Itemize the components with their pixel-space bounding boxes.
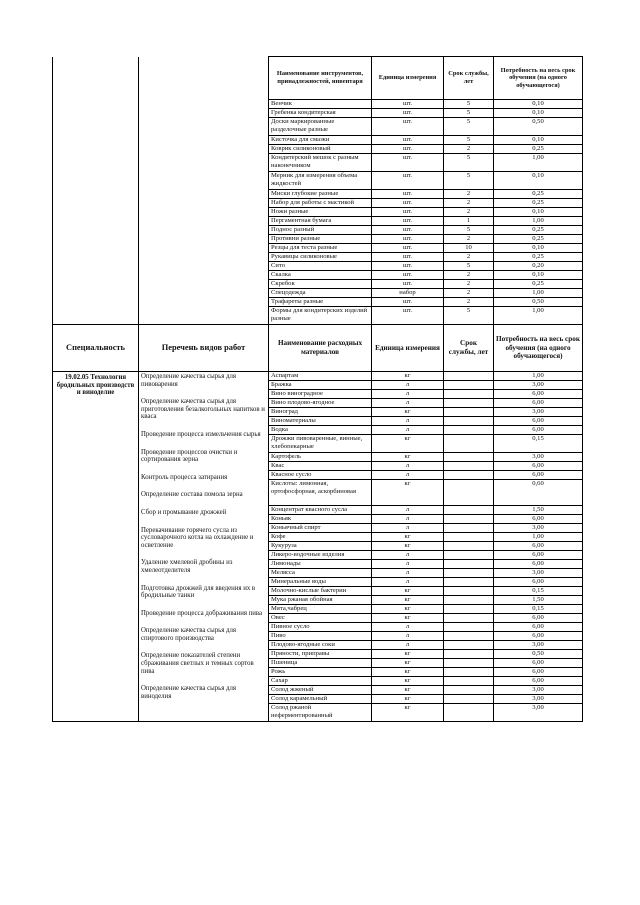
- material-need: 3,00: [494, 453, 583, 462]
- material-unit: кг: [372, 596, 444, 605]
- material-term: [444, 560, 494, 569]
- upper-header-row: [53, 57, 583, 100]
- material-term: [444, 390, 494, 399]
- material-term: [444, 462, 494, 471]
- item-need: 0,20: [494, 262, 583, 271]
- material-name: Минеральные воды: [269, 578, 372, 587]
- material-need: 0,15: [494, 587, 583, 596]
- material-name: Овес: [269, 614, 372, 623]
- work-item: Сбор и промывание дрожжей: [141, 508, 227, 516]
- item-term: 5: [444, 109, 494, 118]
- work-item: Определение качества сырья для приготовления безалкогольных напитков и кваса: [141, 398, 265, 421]
- material-unit: л: [372, 569, 444, 578]
- item-name: Ножи разные: [269, 208, 372, 217]
- item-term: 2: [444, 280, 494, 289]
- material-unit: л: [372, 462, 444, 471]
- header-unit: Единица измерения: [372, 325, 444, 372]
- item-name: Спецодежда: [269, 289, 372, 298]
- material-name: Ликеро-водочные изделия: [269, 551, 372, 560]
- material-need: 1,50: [494, 596, 583, 605]
- header-works: Перечень видов работ: [139, 325, 269, 372]
- material-name: Бражка: [269, 381, 372, 390]
- material-name: Лимонады: [269, 560, 372, 569]
- material-name: Плодово-ягодные соки: [269, 641, 372, 650]
- material-unit: кг: [372, 408, 444, 417]
- material-need: 6,00: [494, 542, 583, 551]
- material-term: [444, 533, 494, 542]
- material-name: Виноград: [269, 408, 372, 417]
- material-term: [444, 578, 494, 587]
- material-unit: л: [372, 399, 444, 408]
- item-term: 2: [444, 271, 494, 280]
- material-unit: л: [372, 560, 444, 569]
- material-need: 6,00: [494, 623, 583, 632]
- material-unit: кг: [372, 605, 444, 614]
- material-name: Пивное сусло: [269, 623, 372, 632]
- material-need: 3,00: [494, 695, 583, 704]
- item-need: 0,25: [494, 235, 583, 244]
- material-term: [444, 704, 494, 722]
- item-unit: шт.: [372, 217, 444, 226]
- item-unit: шт.: [372, 253, 444, 262]
- item-unit: набор: [372, 289, 444, 298]
- material-need: 6,00: [494, 515, 583, 524]
- item-name: Рукавицы силиконовые: [269, 253, 372, 262]
- item-unit: шт.: [372, 145, 444, 154]
- material-unit: кг: [372, 453, 444, 462]
- material-term: [444, 372, 494, 381]
- material-unit: л: [372, 623, 444, 632]
- material-need: 6,00: [494, 560, 583, 569]
- material-term: [444, 596, 494, 605]
- material-need: 3,00: [494, 641, 583, 650]
- material-term: [444, 659, 494, 668]
- material-name: Водка: [269, 426, 372, 435]
- header-term: Срок службы, лет: [444, 57, 494, 100]
- material-need: 0,15: [494, 435, 583, 453]
- item-name: Резцы для теста разные: [269, 244, 372, 253]
- work-item: Определение показателей степени сбраживания светлых и темных сортов пива: [141, 652, 254, 675]
- item-name: Пергаментная бумага: [269, 217, 372, 226]
- material-unit: л: [372, 426, 444, 435]
- material-need: 6,00: [494, 551, 583, 560]
- item-name: Кисточка для смазки: [269, 136, 372, 145]
- material-need: 6,00: [494, 390, 583, 399]
- material-term: [444, 686, 494, 695]
- item-name: Мерник для измерения объема жидкостей: [269, 172, 372, 190]
- item-term: 5: [444, 100, 494, 109]
- material-name: Рожь: [269, 668, 372, 677]
- material-name: Пряности, приправы: [269, 650, 372, 659]
- material-unit: л: [372, 471, 444, 480]
- material-unit: кг: [372, 650, 444, 659]
- work-item: Удаление хмелевой дробины из хмелеотделителя: [141, 559, 233, 574]
- material-need: 6,00: [494, 471, 583, 480]
- material-term: [444, 480, 494, 506]
- material-term: [444, 569, 494, 578]
- material-need: 6,00: [494, 677, 583, 686]
- material-need: 6,00: [494, 462, 583, 471]
- material-unit: кг: [372, 480, 444, 506]
- material-unit: л: [372, 417, 444, 426]
- item-need: 0,10: [494, 244, 583, 253]
- item-need: 0,25: [494, 145, 583, 154]
- material-term: [444, 587, 494, 596]
- item-term: 5: [444, 136, 494, 145]
- material-unit: л: [372, 551, 444, 560]
- material-name: Аспартам: [269, 372, 372, 381]
- material-name: Кукуруза: [269, 542, 372, 551]
- item-term: 2: [444, 208, 494, 217]
- material-term: [444, 641, 494, 650]
- header-term: Срок службы, лет: [444, 325, 494, 372]
- item-name: Поднос разный: [269, 226, 372, 235]
- material-name: Квас: [269, 462, 372, 471]
- material-unit: кг: [372, 695, 444, 704]
- material-unit: кг: [372, 668, 444, 677]
- item-name: Доски маркированные разделочные разные: [269, 118, 372, 136]
- material-term: [444, 650, 494, 659]
- material-unit: л: [372, 632, 444, 641]
- material-term: [444, 614, 494, 623]
- item-name: Скалка: [269, 271, 372, 280]
- material-unit: кг: [372, 542, 444, 551]
- item-term: 10: [444, 244, 494, 253]
- table-body: [53, 57, 583, 722]
- header-need: Потребность на весь срок обучения (на одного обучающегося): [494, 57, 583, 100]
- material-name: Концентрат квасного сусла: [269, 506, 372, 515]
- material-unit: л: [372, 515, 444, 524]
- material-name: Пшеница: [269, 659, 372, 668]
- works-cell-empty: [139, 57, 269, 325]
- item-name: Формы для кондитерских изделий разные: [269, 307, 372, 325]
- item-name: Трафареты разные: [269, 298, 372, 307]
- material-need: 6,00: [494, 614, 583, 623]
- item-term: 2: [444, 199, 494, 208]
- table-row: [53, 372, 583, 381]
- material-term: [444, 399, 494, 408]
- material-unit: кг: [372, 587, 444, 596]
- material-unit: кг: [372, 435, 444, 453]
- material-term: [444, 426, 494, 435]
- header-need: Потребность на весь срок обучения (на одного обучающегося): [494, 325, 583, 372]
- material-name: Молочно-кислые бактерии: [269, 587, 372, 596]
- item-unit: шт.: [372, 235, 444, 244]
- item-name: Коврик силиконовый: [269, 145, 372, 154]
- item-unit: шт.: [372, 136, 444, 145]
- item-need: 0,10: [494, 208, 583, 217]
- material-name: Пиво: [269, 632, 372, 641]
- item-need: 0,10: [494, 100, 583, 109]
- material-need: 3,00: [494, 704, 583, 722]
- item-need: 0,25: [494, 253, 583, 262]
- item-unit: шт.: [372, 208, 444, 217]
- material-unit: кг: [372, 677, 444, 686]
- work-item: Перекачивание горячего сусла из сусловарочного котла на охлаждение и осветление: [141, 526, 254, 549]
- item-name: Гребенка кондитерская: [269, 109, 372, 118]
- material-need: 6,00: [494, 426, 583, 435]
- work-item: Проведение процессов очистки и сортирования зерна: [141, 448, 238, 464]
- item-need: 1,00: [494, 307, 583, 325]
- item-unit: шт.: [372, 100, 444, 109]
- material-unit: л: [372, 641, 444, 650]
- item-need: 1,00: [494, 217, 583, 226]
- item-need: 1,00: [494, 154, 583, 172]
- material-need: 3,00: [494, 381, 583, 390]
- material-name: Коньяк: [269, 515, 372, 524]
- work-item: Определение качества сырья для спиртового производства: [141, 627, 237, 642]
- material-term: [444, 677, 494, 686]
- item-term: 5: [444, 118, 494, 136]
- item-term: 2: [444, 145, 494, 154]
- item-unit: шт.: [372, 109, 444, 118]
- item-unit: шт.: [372, 172, 444, 190]
- material-need: 0,60: [494, 480, 583, 506]
- item-term: 1: [444, 217, 494, 226]
- item-term: 5: [444, 262, 494, 271]
- item-unit: шт.: [372, 199, 444, 208]
- item-unit: шт.: [372, 262, 444, 271]
- material-need: 1,00: [494, 372, 583, 381]
- item-need: 0,10: [494, 109, 583, 118]
- item-need: 0,10: [494, 271, 583, 280]
- material-unit: кг: [372, 533, 444, 542]
- material-unit: л: [372, 578, 444, 587]
- material-name: Сахар: [269, 677, 372, 686]
- item-need: 1,00: [494, 289, 583, 298]
- material-need: 6,00: [494, 659, 583, 668]
- material-name: Мята,чабрец: [269, 605, 372, 614]
- material-need: 0,50: [494, 650, 583, 659]
- material-name: Дрожжи пивоваренные, винные, хлебопекарные: [269, 435, 372, 453]
- material-name: Мука ржаная обойная: [269, 596, 372, 605]
- material-unit: л: [372, 390, 444, 399]
- material-unit: л: [372, 524, 444, 533]
- item-name: Миски глубокие разные: [269, 190, 372, 199]
- item-term: 5: [444, 226, 494, 235]
- item-term: 2: [444, 253, 494, 262]
- header-unit: Единица измерения: [372, 57, 444, 100]
- item-term: 5: [444, 154, 494, 172]
- material-unit: кг: [372, 704, 444, 722]
- material-need: 3,00: [494, 686, 583, 695]
- work-item: Проведение процесса дображивания пива: [141, 609, 263, 617]
- material-term: [444, 453, 494, 462]
- material-term: [444, 623, 494, 632]
- item-unit: шт.: [372, 271, 444, 280]
- item-need: 0,50: [494, 298, 583, 307]
- item-name: Венчик: [269, 100, 372, 109]
- document-page: [52, 56, 582, 722]
- work-item: Определение качества сырья для пивоварения: [141, 373, 237, 388]
- material-unit: л: [372, 381, 444, 390]
- material-name: Кофе: [269, 533, 372, 542]
- material-name: Солод ржаной неферментированный: [269, 704, 372, 722]
- material-unit: кг: [372, 372, 444, 381]
- item-need: 0,25: [494, 190, 583, 199]
- material-name: Кислоты: лимонная, ортофосфорная, аскорбиновая: [269, 480, 372, 506]
- material-term: [444, 381, 494, 390]
- specialty-cell-empty: [53, 57, 139, 325]
- item-term: 5: [444, 172, 494, 190]
- material-term: [444, 471, 494, 480]
- material-term: [444, 506, 494, 515]
- work-item: Определение качества сырья для виноделия: [141, 685, 237, 700]
- work-item: Контроль процесса затирания: [141, 473, 228, 481]
- material-name: Коньячный спирт: [269, 524, 372, 533]
- material-name: Мелясса: [269, 569, 372, 578]
- item-name: Противни разные: [269, 235, 372, 244]
- item-name: Скребок: [269, 280, 372, 289]
- item-name: Кондитерский мешок с разным наконечником: [269, 154, 372, 172]
- material-name: Вино виноградное: [269, 390, 372, 399]
- material-need: 6,00: [494, 417, 583, 426]
- item-unit: шт.: [372, 307, 444, 325]
- material-term: [444, 524, 494, 533]
- item-unit: шт.: [372, 298, 444, 307]
- material-unit: кг: [372, 686, 444, 695]
- material-term: [444, 542, 494, 551]
- item-unit: шт.: [372, 244, 444, 253]
- item-term: 5: [444, 307, 494, 325]
- header-materials: Наименование расходных материалов: [269, 325, 372, 372]
- item-need: 0,10: [494, 172, 583, 190]
- item-name: Набор для работы с мастикой: [269, 199, 372, 208]
- item-term: 2: [444, 289, 494, 298]
- specialty-cell: 19.02.05 Технология бродильных производств и виноделие: [53, 372, 139, 722]
- material-need: 3,00: [494, 524, 583, 533]
- material-need: 6,00: [494, 578, 583, 587]
- material-term: [444, 515, 494, 524]
- header-specialty: Специальность: [53, 325, 139, 372]
- material-unit: кг: [372, 659, 444, 668]
- item-need: 0,25: [494, 280, 583, 289]
- materials-table: [52, 56, 583, 722]
- item-need: 0,10: [494, 136, 583, 145]
- item-term: 2: [444, 190, 494, 199]
- item-unit: шт.: [372, 118, 444, 136]
- material-need: 6,00: [494, 668, 583, 677]
- work-item: Определение состава помола зерна: [141, 491, 243, 499]
- material-term: [444, 417, 494, 426]
- material-term: [444, 605, 494, 614]
- material-need: 6,00: [494, 399, 583, 408]
- material-term: [444, 668, 494, 677]
- material-term: [444, 551, 494, 560]
- material-term: [444, 408, 494, 417]
- works-list-cell: [139, 372, 269, 722]
- material-name: Виноматериалы: [269, 417, 372, 426]
- material-name: Солод жженый: [269, 686, 372, 695]
- item-need: 0,25: [494, 199, 583, 208]
- item-unit: шт.: [372, 154, 444, 172]
- item-need: 0,50: [494, 118, 583, 136]
- item-term: 2: [444, 298, 494, 307]
- material-name: Квасное сусло: [269, 471, 372, 480]
- material-unit: кг: [372, 614, 444, 623]
- item-unit: шт.: [372, 226, 444, 235]
- header-instruments: Наименование инструментов, принадлежностей, инвентаря: [269, 57, 372, 100]
- material-name: Картофель: [269, 453, 372, 462]
- work-item: Подготовка дрожжей для введения их в бродильные танки: [141, 584, 256, 600]
- material-need: 1,50: [494, 506, 583, 515]
- material-term: [444, 435, 494, 453]
- lower-header-row: [53, 325, 583, 372]
- material-need: 6,00: [494, 632, 583, 641]
- material-name: Вино плодово-ягодное: [269, 399, 372, 408]
- material-need: 0,15: [494, 605, 583, 614]
- item-term: 2: [444, 235, 494, 244]
- item-unit: шт.: [372, 280, 444, 289]
- item-unit: шт.: [372, 190, 444, 199]
- item-name: Сито: [269, 262, 372, 271]
- item-need: 0,25: [494, 226, 583, 235]
- material-term: [444, 632, 494, 641]
- material-unit: л: [372, 506, 444, 515]
- material-term: [444, 695, 494, 704]
- material-need: 1,00: [494, 533, 583, 542]
- work-item: Проведение процесса измельчения сырья: [141, 430, 261, 438]
- material-name: Солод карамельный: [269, 695, 372, 704]
- material-need: 3,00: [494, 569, 583, 578]
- material-need: 3,00: [494, 408, 583, 417]
